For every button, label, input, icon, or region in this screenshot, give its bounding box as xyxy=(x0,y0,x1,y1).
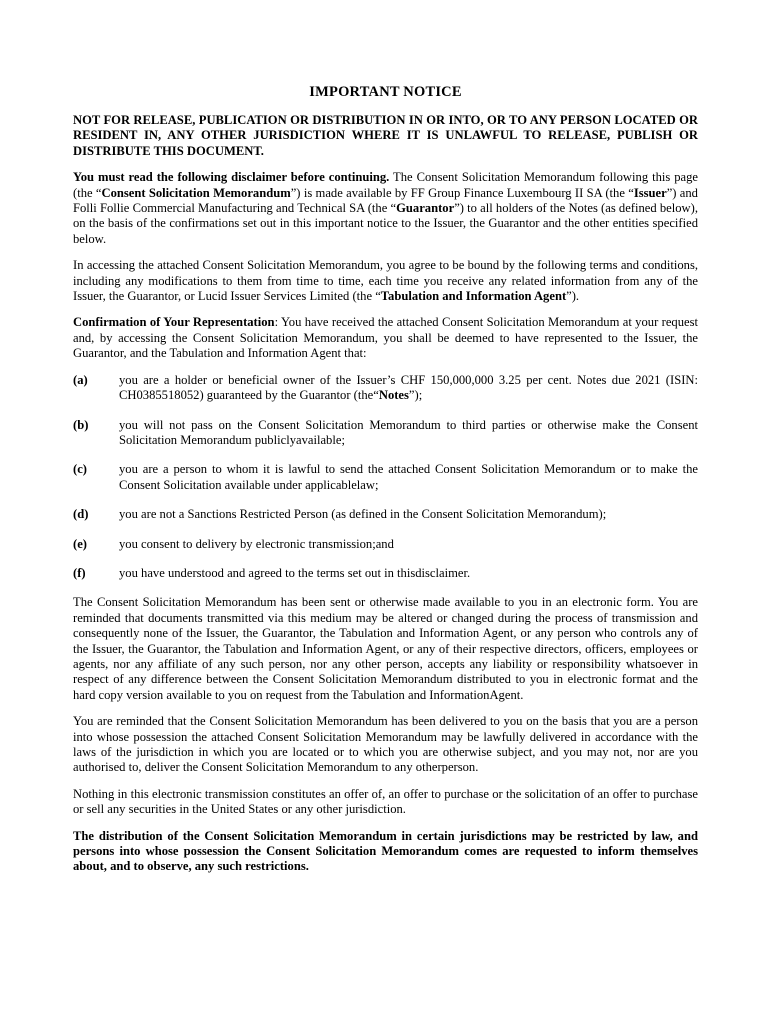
list-item xyxy=(73,373,698,404)
representation-list xyxy=(73,373,698,582)
defined-term: Issuer xyxy=(633,185,667,200)
release-restriction-headline: NOT FOR RELEASE, PUBLICATION OR DISTRIBUTION IN OR INTO, OR TO ANY PERSON LOCATED OR RESIDENT IN, ANY OTHER JURISDICTION WHERE IT IS UNLAWFUL TO RELEASE, PUBLISH OR DISTRIBUTE THIS DOCUMENT. xyxy=(73,113,698,158)
list-item-label: (d) xyxy=(73,507,89,522)
defined-term: Consent Solicitation Memorandum xyxy=(101,185,291,200)
text-run: The Consent Solicitation Memorandum following this page (the “ xyxy=(73,170,698,200)
text-run: ”) is made available by FF Group Finance Luxembourg II SA (the “ xyxy=(290,185,634,200)
list-item-text: you are not a Sanctions Restricted Person (as defined in the Consent Solicitation Memorandum); xyxy=(119,507,607,522)
text-run: ”); xyxy=(408,388,423,403)
list-item-text: you are a person to whom it is lawful to send the attached Consent Solicitation Memorandum or to make the Consent Solicitation available under applicablelaw; xyxy=(119,462,698,492)
list-item-text: you will not pass on the Consent Solicitation Memorandum to third parties or otherwise make the Consent Solicitation Memorandum publiclyavailable; xyxy=(119,417,698,447)
list-item-text: you have understood and agreed to the terms set out in thisdisclaimer. xyxy=(119,565,471,580)
confirmation-paragraph xyxy=(73,315,698,361)
electronic-form-paragraph: The Consent Solicitation Memorandum has been sent or otherwise made available to you in an electronic form. You are reminded that documents transmitted via this medium may be altered or changed during the process of transmission and consequently none of the Issuer, the Guarantor, the Tabulation and Information Agent, or any person who controls any of the Issuer, the Guarantor, the Tabulation and Information Agent, or any of their respective directors, officers, employees or agents, nor any affiliate of any such person, nor any other person, accepts any liability or responsibility whatsoever in respect of any difference between the Consent Solicitation Memorandum distributed to you in electronic format and the hard copy version available to you on request from the Tabulation and InformationAgent. xyxy=(73,595,698,702)
list-item-text: you consent to delivery by electronic transmission;and xyxy=(119,536,394,551)
document-page xyxy=(73,84,698,886)
no-offer-paragraph: Nothing in this electronic transmission constitutes an offer of, an offer to purchase or the solicitation of an offer to purchase or sell any securities in the United States or any other jurisdiction. xyxy=(73,786,698,817)
text-run: In accessing the attached Consent Solicitation Memorandum, you agree to be bound by the following terms and conditions, including any modifications to them from time to time, each time you receive any related information from any of the Issuer, the Guarantor, or Lucid Issuer Services Limited (the “ xyxy=(73,258,698,304)
disclaimer-lead: You must read the following disclaimer before continuing. xyxy=(73,170,390,185)
list-item-label: (b) xyxy=(73,417,89,432)
list-item xyxy=(73,537,698,552)
disclaimer-paragraph xyxy=(73,170,698,247)
list-item xyxy=(73,462,698,493)
defined-term: Notes xyxy=(378,388,409,403)
text-run: ”) and Folli Follie Commercial Manufacturing and Technical SA (the “ xyxy=(73,185,698,216)
list-item xyxy=(73,566,698,581)
defined-term: Tabulation and Information Agent xyxy=(380,289,567,304)
text-run: ”) to all holders of the Notes (as defined below), on the basis of the confirmations set out in this important notice to the Issuer, the Guarantor and the other entities specified below. xyxy=(73,201,698,246)
list-item-label: (a) xyxy=(73,372,88,387)
delivery-basis-paragraph: You are reminded that the Consent Solicitation Memorandum has been delivered to you on the basis that you are a person into whose possession the attached Consent Solicitation Memorandum may be lawfully delivered in accordance with the laws of the jurisdiction in which you are located or to which you are otherwise subject, and you may not, nor are you authorised to, deliver the Consent Solicitation Memorandum to any otherperson. xyxy=(73,714,698,775)
list-item-text xyxy=(119,373,698,404)
confirmation-lead: Confirmation of Your Representation xyxy=(73,315,275,330)
terms-paragraph xyxy=(73,258,698,304)
text-run: ”). xyxy=(566,289,580,304)
page-title: IMPORTANT NOTICE xyxy=(309,84,462,100)
list-item-label: (f) xyxy=(73,565,86,580)
distribution-restriction-paragraph: The distribution of the Consent Solicitation Memorandum in certain jurisdictions may be restricted by law, and persons into whose possession the Consent Solicitation Memorandum comes are requested to inform themselves about, and to observe, any such restrictions. xyxy=(73,828,698,874)
list-item xyxy=(73,507,698,522)
text-run: : You have received the attached Consent Solicitation Memorandum at your request and, by accessing the Consent Solicitation Memorandum, you shall be deemed to have represented to the Issuer, the Guarantor, and the Tabulation and Information Agent that: xyxy=(73,315,698,361)
defined-term: Guarantor xyxy=(396,201,455,216)
list-item-label: (c) xyxy=(73,462,87,477)
text-run: you are a holder or beneficial owner of the Issuer’s CHF 150,000,000 3.25 per cent. Notes due 2021 (ISIN: CH0385518052) guaranteed by the Guarantor (the“ xyxy=(119,372,698,403)
list-item xyxy=(73,418,698,449)
list-item-label: (e) xyxy=(73,536,87,551)
